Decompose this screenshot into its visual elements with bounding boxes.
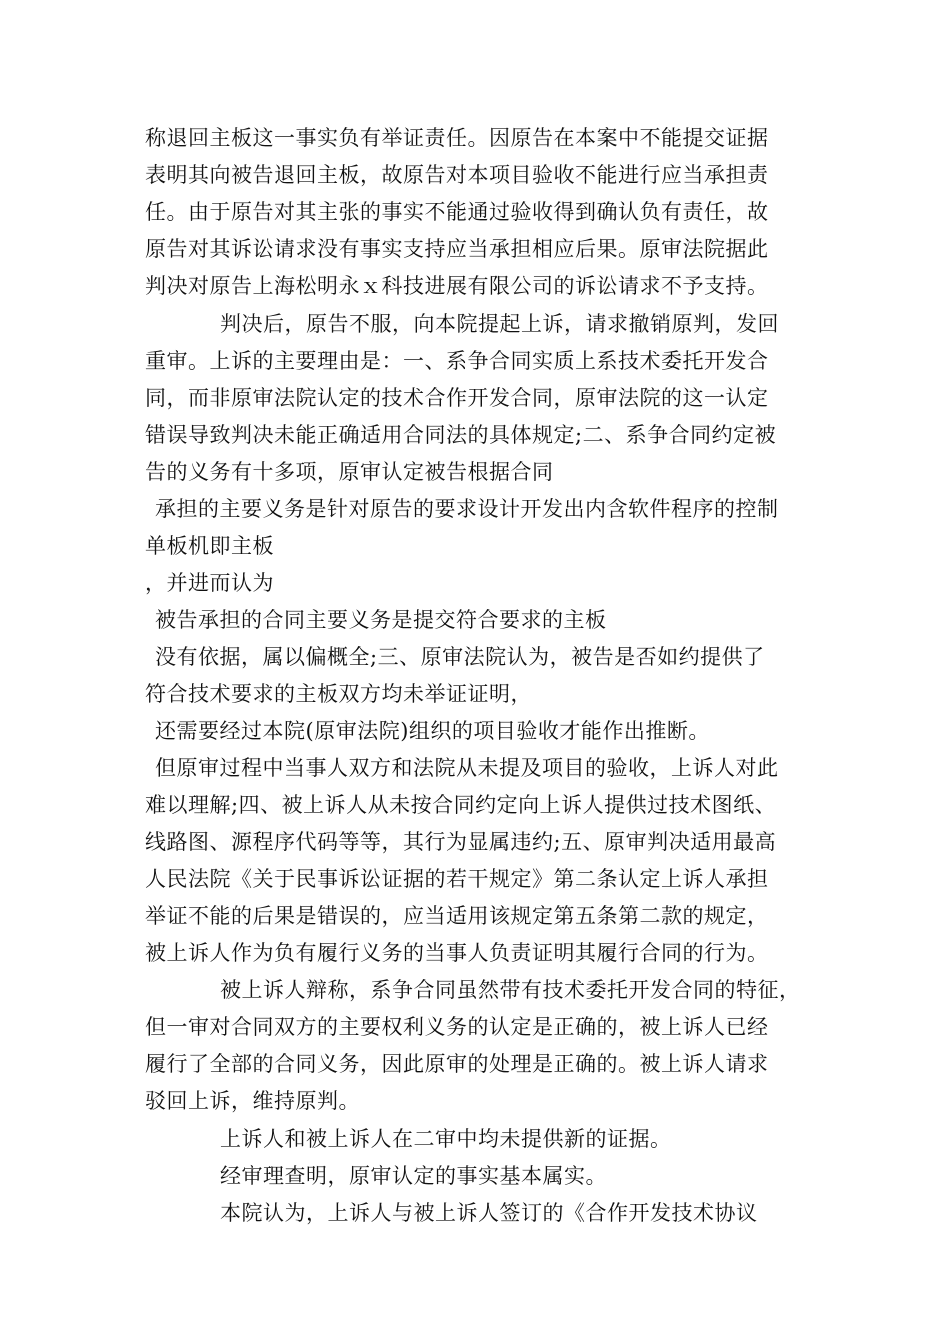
text-line: 但一审对合同双方的主要权利义务的认定是正确的，被上诉人已经 (145, 1015, 769, 1039)
paragraph-start-line: 被上诉人辩称，系争合同虽然带有技术委托开发合同的特征， (220, 978, 801, 1002)
paragraph-start-line: 判决后，原告不服，向本院提起上诉，请求撤销原判，发回 (220, 312, 779, 336)
text-line: 原告对其诉讼请求没有事实支持应当承担相应后果。原审法院据此 (145, 237, 769, 261)
text-line: 线路图、源程序代码等等，其行为显属违约;五、原审判决适用最高 (145, 830, 777, 854)
text-line: 承担的主要义务是针对原告的要求设计开发出内含软件程序的控制 (155, 497, 779, 521)
text-line: 单板机即主板 (145, 534, 274, 558)
text-line: 称退回主板这一事实负有举证责任。因原告在本案中不能提交证据 (145, 126, 769, 150)
text-line: 重审。上诉的主要理由是：一、系争合同实质上系技术委托开发合 (145, 349, 769, 373)
text-line: 错误导致判决未能正确适用合同法的具体规定;二、系争合同约定被 (145, 423, 777, 447)
text-line: 但原审过程中当事人双方和法院从未提及项目的验收，上诉人对此 (155, 756, 779, 780)
text-line: 驳回上诉，维持原判。 (145, 1089, 360, 1113)
text-line: 没有依据，属以偏概全;三、原审法院认为，被告是否如约提供了 (155, 645, 765, 669)
paragraph-start-line: 经审理查明，原审认定的事实基本属实。 (220, 1164, 607, 1188)
text-line: 被上诉人作为负有履行义务的当事人负责证明其履行合同的行为。 (145, 941, 769, 965)
text-line: 符合技术要求的主板双方均未举证证明， (145, 682, 532, 706)
text-line: 举证不能的后果是错误的，应当适用该规定第五条第二款的规定， (145, 904, 769, 928)
text-line: 判决对原告上海松明永ｘ科技进展有限公司的诉讼请求不予支持。 (145, 274, 769, 298)
text-line: ，并进而认为 (145, 571, 274, 595)
text-line: 表明其向被告退回主板，故原告对本项目验收不能进行应当承担责 (145, 163, 769, 187)
text-line: 履行了全部的合同义务，因此原审的处理是正确的。被上诉人请求 (145, 1052, 769, 1076)
paragraph-start-line: 本院认为，上诉人与被上诉人签订的《合作开发技术协议 (220, 1201, 758, 1225)
text-line: 人民法院《关于民事诉讼证据的若干规定》第二条认定上诉人承担 (145, 867, 769, 891)
text-line: 告的义务有十多项，原审认定被告根据合同 (145, 460, 554, 484)
text-line: 难以理解;四、被上诉人从未按合同约定向上诉人提供过技术图纸、 (145, 793, 777, 817)
text-line: 还需要经过本院(原审法院)组织的项目验收才能作出推断。 (155, 719, 710, 743)
text-line: 被告承担的合同主要义务是提交符合要求的主板 (155, 608, 607, 632)
paragraph-start-line: 上诉人和被上诉人在二审中均未提供新的证据。 (220, 1127, 672, 1151)
text-line: 任。由于原告对其主张的事实不能通过验收得到确认负有责任，故 (145, 200, 769, 224)
text-line: 同，而非原审法院认定的技术合作开发合同，原审法院的这一认定 (145, 386, 769, 410)
